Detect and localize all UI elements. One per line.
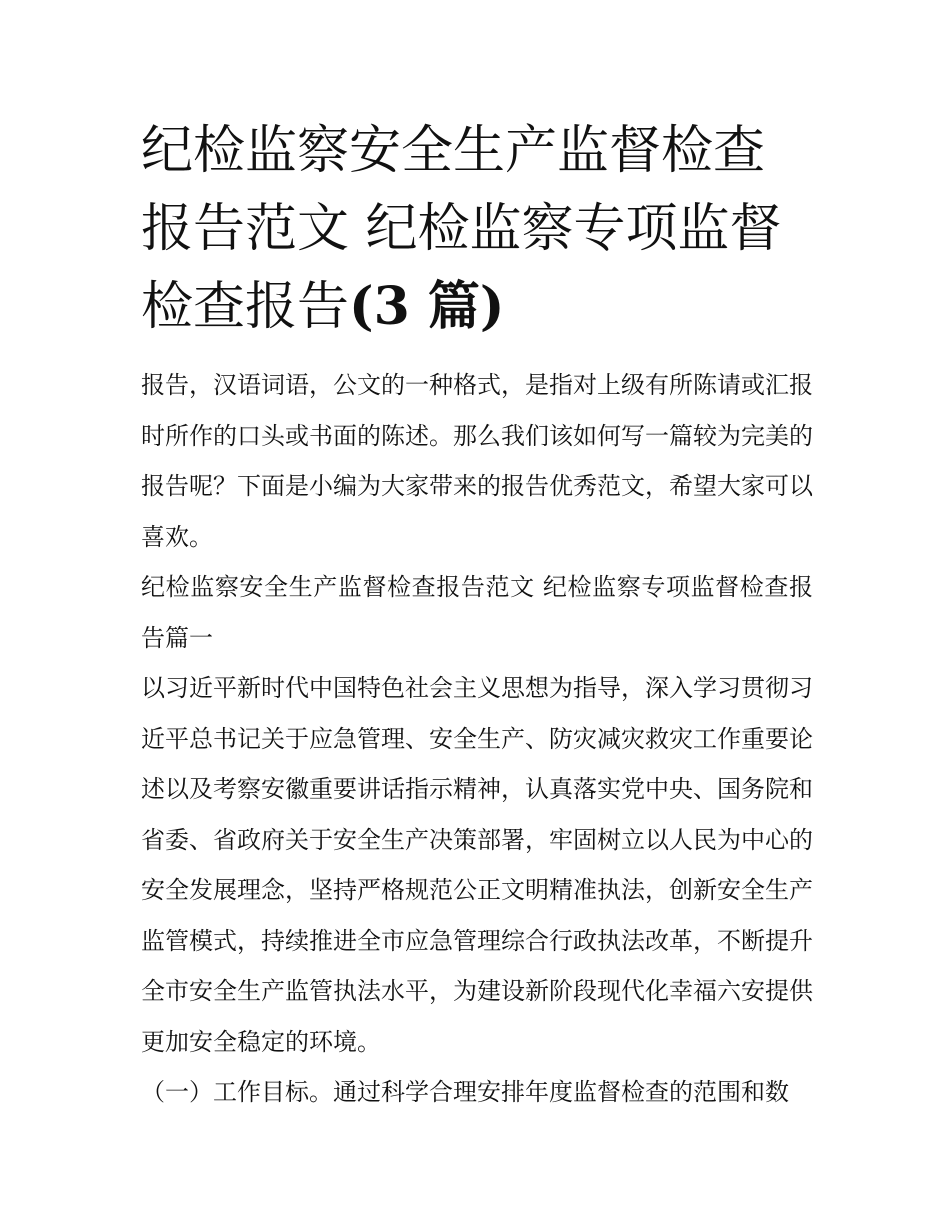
body-paragraph: （一）工作目标。通过科学合理安排年度监督检查的范围和数: [141, 1078, 789, 1106]
document-title: [141, 112, 813, 346]
title-main-text: 纪检监察安全生产监督检查报告范文 纪检监察专项监督检查报告: [141, 121, 782, 337]
section-heading: 纪检监察安全生产监督检查报告范文 纪检监察专项监督检查报告篇一: [141, 573, 813, 652]
title-suffix-text: (3 篇): [349, 276, 505, 337]
document-page: [141, 112, 813, 1118]
body-paragraph: 以习近平新时代中国特色社会主义思想为指导，深入学习贯彻习近平总书记关于应急管理、安全生产、防灾减灾救灾工作重要论述以及考察安徽重要讲话指示精神，认真落实党中央、国务院和省委、省政府关于安全生产决策部署，牢固树立以人民为中心的安全发展理念，坚持严格规范公正文明精准执法，创新安全生产监管模式，持续推进全市应急管理综合行政执法改革，不断提升全市安全生产监管执法水平，为建设新阶段现代化幸福六安提供更加安全稳定的环境。: [141, 674, 813, 1056]
document-body: [141, 360, 813, 1118]
intro-paragraph: 报告，汉语词语，公文的一种格式，是指对上级有所陈请或汇报时所作的口头或书面的陈述。那么我们该如何写一篇较为完美的报告呢？下面是小编为大家带来的报告优秀范文，希望大家可以喜欢。: [141, 371, 813, 551]
